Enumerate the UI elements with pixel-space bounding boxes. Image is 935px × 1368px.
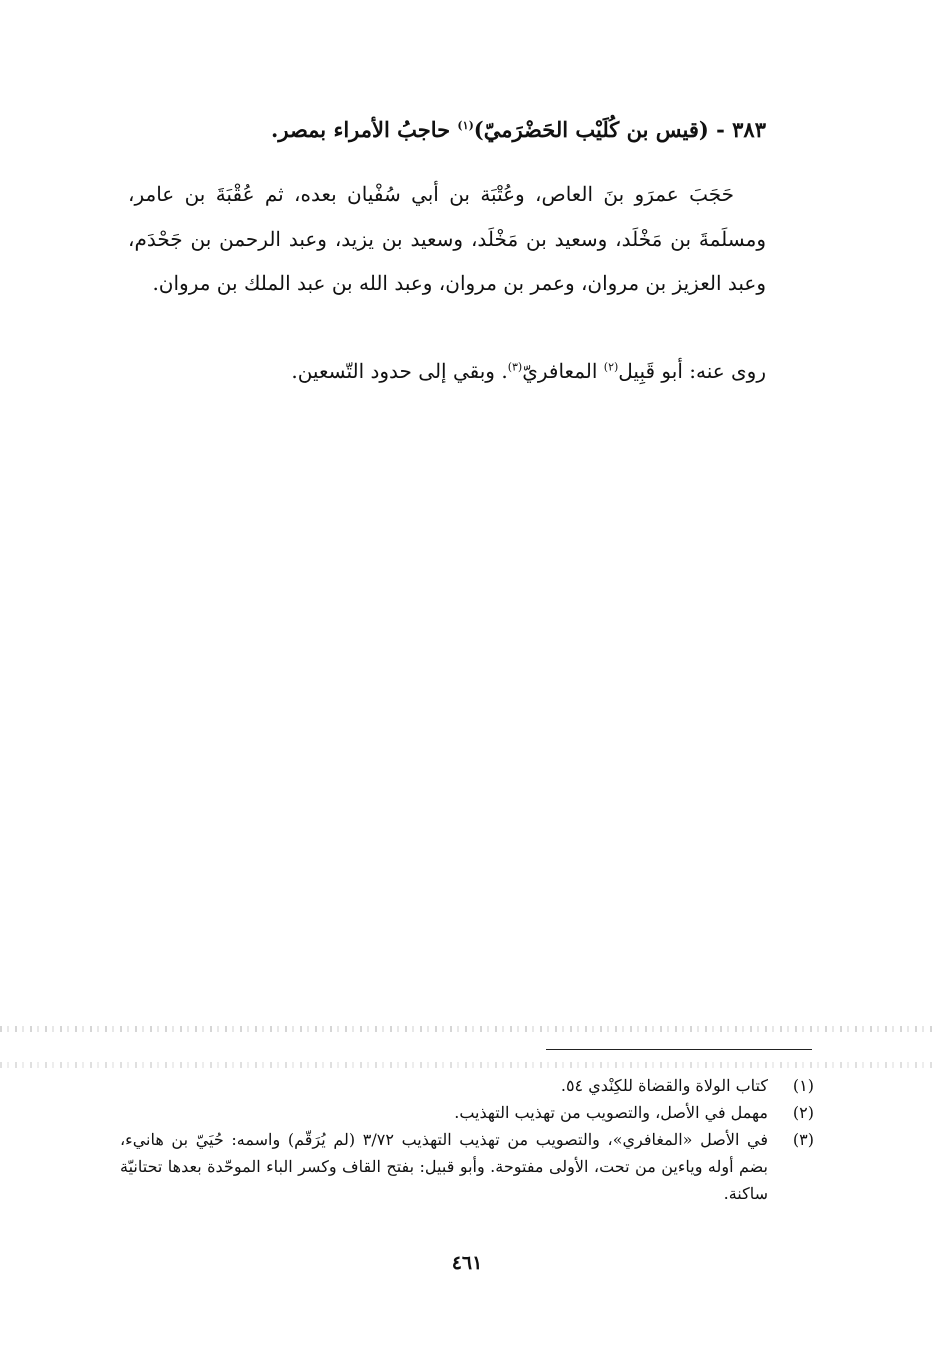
entry-name: (قيس بن كُلَيْب الحَضْرَميّ) [473, 117, 709, 142]
footnote-text: مهمل في الأصل، والتصويب من تهذيب التهذيب. [454, 1103, 768, 1122]
entry-heading [200, 112, 766, 148]
footnotes [120, 1072, 814, 1207]
entry-body [128, 172, 766, 306]
footnote-number: (٣) [792, 1130, 814, 1149]
footnote-number: (١) [792, 1076, 814, 1095]
page-number: ٤٦١ [451, 1252, 483, 1274]
narration-part-1: روى عنه: أبو قَبِيل [618, 359, 766, 383]
footnote-text: كتاب الولاة والقضاة للكِنْدي ٥٤. [560, 1076, 768, 1095]
footnote-2 [120, 1099, 814, 1126]
footnote-ref-3[interactable]: (٣) [507, 360, 523, 374]
narration-part-3: . وبقي إلى حدود التّسعين. [291, 359, 508, 383]
footnote-text: في الأصل «المغافري»، والتصويب من تهذيب التهذيب ٣/٧٢ (لم يُرَقّم) واسمه: حُيَيّ بن هانيء، بضم أوله وياءين من تحت، الأولى مفتوحة. وأبو قبيل: بفتح القاف وكسر الباء الموحّدة بعدها تحتانيّة ساكنة. [120, 1130, 769, 1203]
footnote-ref-2[interactable]: (٢) [603, 360, 619, 374]
scan-noise-band [0, 1062, 935, 1068]
narration-part-2: المعافريّ [522, 359, 604, 383]
footnote-ref-1[interactable]: (١) [457, 119, 474, 132]
body-paragraph: حَجَبَ عمرَو بنَ العاص، وعُتْبَة بن أبي سُفْيان بعده، ثم عُقْبَةَ بن عامر، ومسلَمةَ بن مَخْلَد، وسعيد بن مَخْلَد، وسعيد بن يزيد، وعبد الرحمن بن جَحْدَم، وعبد العزيز بن مروان، وعمر بن مروان، وعبد الله بن عبد الملك بن مروان. [128, 182, 766, 295]
footnote-separator [546, 1049, 812, 1050]
footnote-1 [120, 1072, 814, 1099]
entry-title-tail: حاجبُ الأمراء بمصر. [271, 117, 458, 142]
entry-number: ٣٨٣ - [708, 117, 766, 142]
scan-noise-band [0, 1026, 935, 1032]
narration-line [200, 351, 766, 391]
footnote-number: (٢) [792, 1103, 814, 1122]
footnote-3 [120, 1126, 814, 1207]
